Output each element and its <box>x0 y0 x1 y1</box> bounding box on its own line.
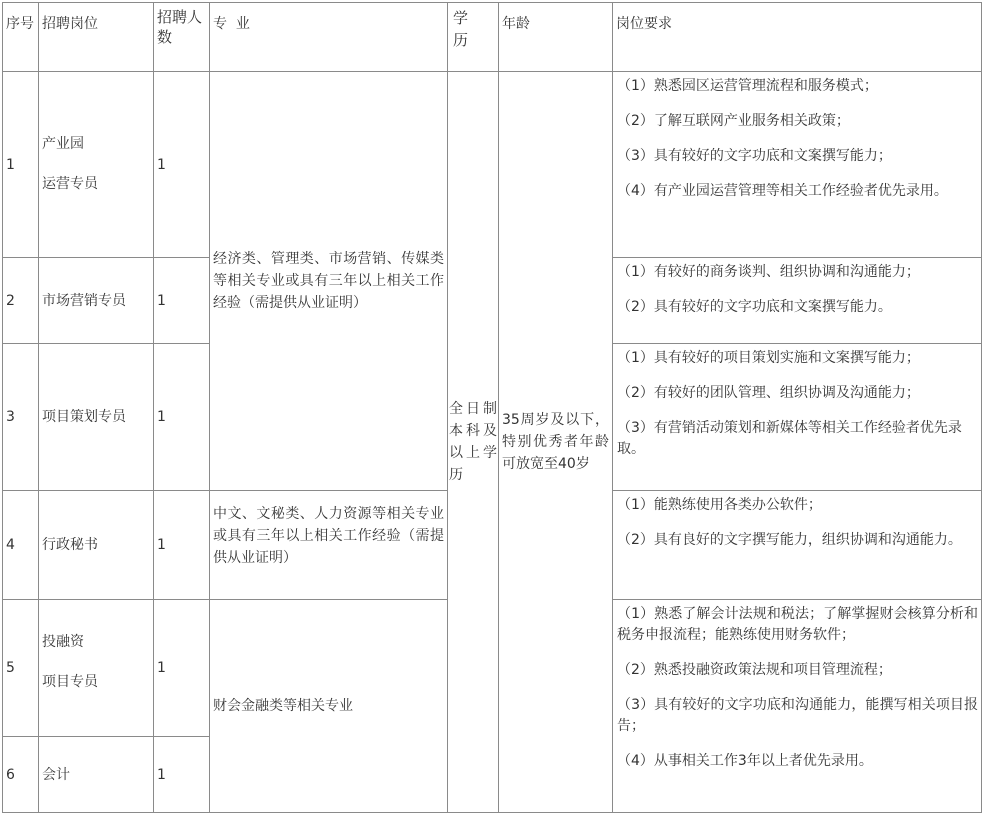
position-text: 会计 <box>42 766 70 783</box>
count-text: 1 <box>157 537 166 553</box>
position-line: 产业园 <box>42 136 84 152</box>
row-1-position <box>38 71 154 258</box>
requirement-item: （4）从事相关工作3年以上者优先录用。 <box>617 753 873 769</box>
requirement-item: （3）具有较好的文字功底和文案撰写能力； <box>617 148 892 164</box>
header-seq: 序号 <box>2 2 39 72</box>
row-5-seq <box>2 599 39 737</box>
row-2-seq <box>2 257 39 344</box>
count-text: 1 <box>157 660 166 676</box>
seq-text: 2 <box>6 292 15 309</box>
position-text: 项目策划专员 <box>42 409 126 425</box>
requirement-item: （3）有营销活动策划和新媒体等相关工作经验者优先录取。 <box>617 420 962 457</box>
seq-text: 4 <box>6 537 15 553</box>
education-cell <box>447 71 499 813</box>
row-2-position <box>38 257 154 344</box>
row-3-seq <box>2 343 39 491</box>
row-1-count <box>153 71 210 258</box>
row-5-position <box>38 599 154 737</box>
row-3-count <box>153 343 210 491</box>
header-age: 年龄 <box>498 2 613 72</box>
major-text: 经济类、管理类、市场营销、传媒类等相关专业或具有三年以上相关工作经验（需提供从业证明） <box>213 251 444 311</box>
position-text: 行政秘书 <box>42 537 98 553</box>
requirement-item: （1）熟悉了解会计法规和税法；了解掌握财会核算分析和税务申报流程；能熟练使用财务软件； <box>617 606 978 643</box>
requirement-item: （2）具有较好的文字功底和文案撰写能力。 <box>617 299 892 315</box>
requirement-item: （2）具有良好的文字撰写能力，组织协调和沟通能力。 <box>617 532 962 548</box>
row-4-requirements <box>612 490 982 600</box>
row-2-requirements <box>612 257 982 344</box>
row-6-position <box>38 736 154 813</box>
header-position: 招聘岗位 <box>38 2 154 72</box>
major-text: 财会金融类等相关专业 <box>213 698 353 714</box>
header-major: 专 业 <box>209 2 448 72</box>
education-text: 全日制本科及以上学历 <box>449 401 497 483</box>
position-line: 投融资 <box>42 634 84 650</box>
requirement-item: （2）熟悉投融资政策法规和项目管理流程； <box>617 662 892 678</box>
row-3-position <box>38 343 154 491</box>
position-line: 运营专员 <box>42 176 98 192</box>
header-count: 招聘人数 <box>153 2 210 72</box>
count-text: 1 <box>157 409 166 425</box>
finance-requirements <box>612 599 982 813</box>
count-text: 1 <box>157 292 166 309</box>
row-1-requirements <box>612 71 982 258</box>
header-education: 学历 <box>447 2 499 72</box>
seq-text: 6 <box>6 766 15 783</box>
row-6-seq <box>2 736 39 813</box>
age-text: 35周岁及以下，特别优秀者年龄可放宽至40岁 <box>502 412 609 472</box>
seq-text: 3 <box>6 409 15 425</box>
age-cell <box>498 71 613 813</box>
count-text: 1 <box>157 766 166 783</box>
row-4-position <box>38 490 154 600</box>
major-text: 中文、文秘类、人力资源等相关专业或具有三年以上相关工作经验（需提供从业证明） <box>213 506 444 566</box>
header-requirements: 岗位要求 <box>612 2 982 72</box>
row-1-seq <box>2 71 39 258</box>
row-5-count <box>153 599 210 737</box>
requirement-item: （2）了解互联网产业服务相关政策； <box>617 113 850 129</box>
row-3-requirements <box>612 343 982 491</box>
row-4-seq <box>2 490 39 600</box>
row-4-count <box>153 490 210 600</box>
position-line: 项目专员 <box>42 674 98 690</box>
requirement-item: （4）有产业园运营管理等相关工作经验者优先录用。 <box>617 183 948 199</box>
requirement-item: （1）有较好的商务谈判、组织协调和沟通能力； <box>617 264 920 280</box>
major-group-2 <box>209 490 448 600</box>
requirement-item: （1）能熟练使用各类办公软件； <box>617 497 822 513</box>
major-group-3 <box>209 599 448 813</box>
position-text: 市场营销专员 <box>42 292 126 309</box>
seq-text: 5 <box>6 660 15 676</box>
requirement-item: （1）具有较好的项目策划实施和文案撰写能力； <box>617 350 920 366</box>
seq-text: 1 <box>6 156 15 173</box>
count-text: 1 <box>157 156 166 173</box>
row-2-count <box>153 257 210 344</box>
major-group-1 <box>209 71 448 491</box>
requirement-item: （2）有较好的团队管理、组织协调及沟通能力； <box>617 385 920 401</box>
requirement-item: （3）具有较好的文字功底和沟通能力，能撰写相关项目报告； <box>617 697 978 734</box>
row-6-count <box>153 736 210 813</box>
requirement-item: （1）熟悉园区运营管理流程和服务模式； <box>617 78 878 94</box>
